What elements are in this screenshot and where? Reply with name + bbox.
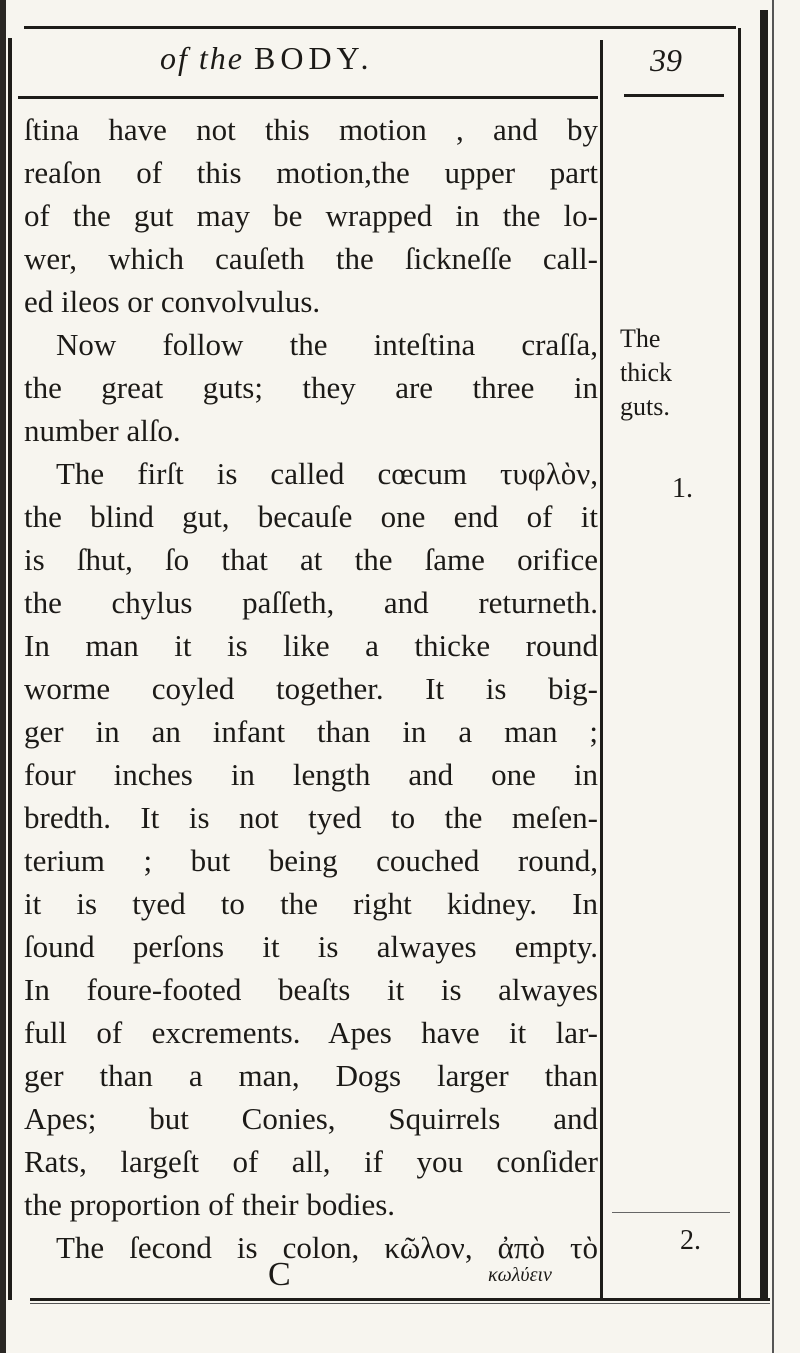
- text-line: The firſt is called cœcum τυφλὸν,: [56, 456, 598, 491]
- text-line: it is tyed to the right kidney. In: [24, 886, 598, 921]
- text-line: bredth. It is not tyed to the meſen-: [24, 800, 598, 835]
- text-line: number alſo.: [24, 413, 181, 448]
- text-column-right-rule: [600, 40, 603, 1300]
- text-line: In man it is like a thicke round: [24, 628, 598, 663]
- text-line: ſtina have not this motion , and by: [24, 112, 598, 147]
- text-line: ger in an infant than in a man ;: [24, 714, 598, 749]
- text-line: ſound perſons it is alwayes empty.: [24, 929, 598, 964]
- text-line: worme coyled together. It is big-: [24, 671, 598, 706]
- scan-edge-right-outer: [772, 0, 774, 1353]
- top-rule: [24, 26, 736, 29]
- text-line: four inches in length and one in: [24, 757, 598, 792]
- bottom-rule: [30, 1298, 770, 1301]
- catchword: κωλύειν: [488, 1264, 552, 1286]
- text-line: ger than a man, Dogs larger than: [24, 1058, 598, 1093]
- text-line: In foure-footed beaſts it is alwayes: [24, 972, 598, 1007]
- margin-right-rule: [738, 28, 741, 1300]
- text-line: of the gut may be wrapped in the lo-: [24, 198, 598, 233]
- text-line: The ſecond is colon, κῶλον, ἀπὸ τὸ: [56, 1230, 598, 1265]
- running-head-title: BODY.: [253, 40, 374, 76]
- margin-note-number-1: 1.: [672, 473, 693, 504]
- signature-mark: C: [268, 1256, 291, 1293]
- margin-header-rule: [624, 94, 724, 97]
- text-line: Apes; but Conies, Squirrels and: [24, 1101, 598, 1136]
- running-head-prefix: of the: [160, 40, 244, 76]
- text-line: the proportion of their bodies.: [24, 1187, 396, 1222]
- scan-edge-left: [0, 0, 6, 1353]
- scan-edge-right: [760, 10, 768, 1300]
- text-line: ed ileos or convolvulus.: [24, 284, 321, 319]
- margin-footer-rule: [612, 1212, 730, 1213]
- text-line: full of excrements. Apes have it lar-: [24, 1015, 598, 1050]
- text-line: reaſon of this motion,the upper part: [24, 155, 598, 190]
- page-number: 39: [650, 42, 682, 78]
- left-rule: [8, 38, 12, 1300]
- margin-note-line: thick: [620, 358, 672, 387]
- margin-note-thick-guts: [620, 322, 672, 424]
- text-line: the great guts; they are three in: [24, 370, 598, 405]
- text-line: Rats, largeſt of all, if you conſider: [24, 1144, 598, 1179]
- text-line: the chylus paſſeth, and returneth.: [24, 585, 598, 620]
- margin-note-line: The: [620, 324, 661, 353]
- text-line: terium ; but being couched round,: [24, 843, 598, 878]
- text-line: the blind gut, becauſe one end of it: [24, 499, 598, 534]
- body-text: [24, 108, 598, 1269]
- text-line: Now follow the inteſtina craſſa,: [56, 327, 598, 362]
- header-rule: [18, 96, 598, 99]
- text-line: is ſhut, ſo that at the ſame orifice: [24, 542, 598, 577]
- running-head: [160, 40, 460, 77]
- text-line: wer, which cauſeth the ſickneſſe call-: [24, 241, 598, 276]
- bottom-rule-thin: [30, 1303, 770, 1304]
- margin-note-number-2: 2.: [680, 1225, 701, 1256]
- margin-note-line: guts.: [620, 392, 670, 421]
